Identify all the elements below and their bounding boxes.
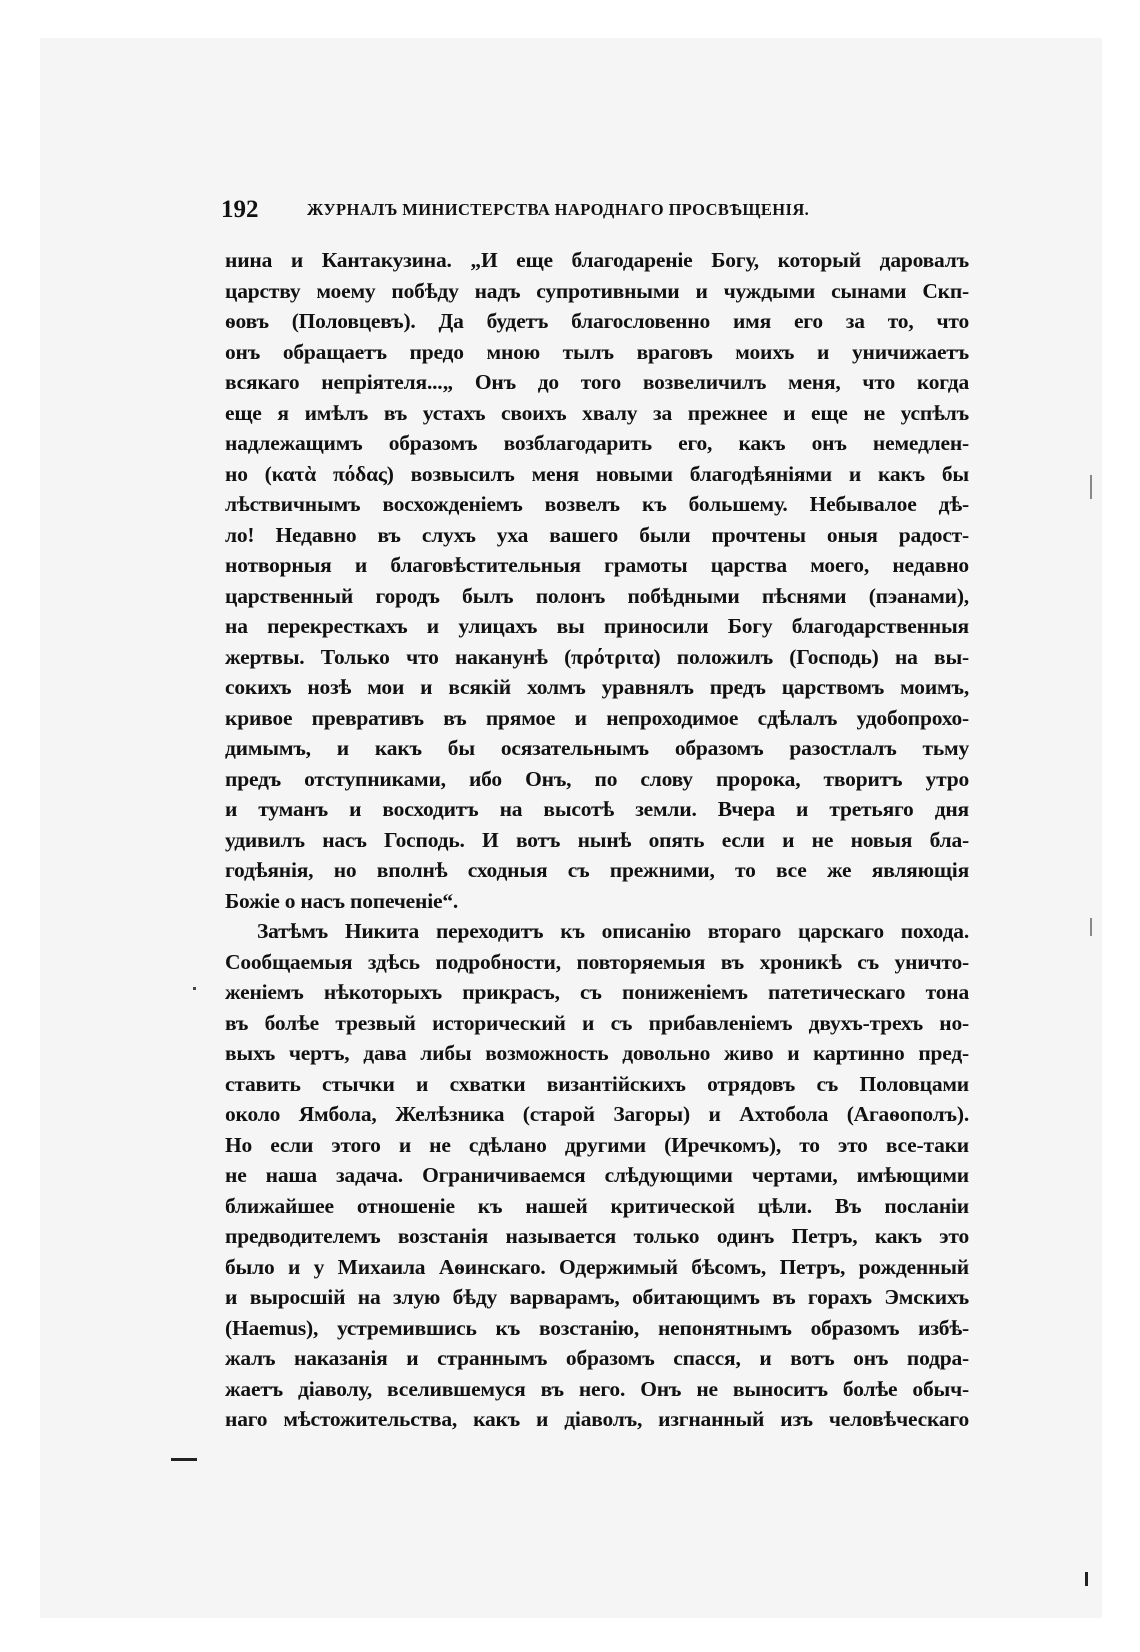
text-line: еще я имѣлъ въ устахъ своихъ хвалу за прежнее и еще не успѣлъ [225,400,969,425]
page-header [221,196,969,226]
scan-edge-mark [1085,1572,1088,1586]
body-text [225,245,969,1435]
text-line: наго мѣстожительства, какъ и діаволъ, изгнанный изъ человѣческаго [225,1407,969,1431]
text-line: ставить стычки и схватки византійскихъ отрядовъ съ Половцами [225,1071,969,1096]
text-line: на перекресткахъ и улицахъ вы приносили Богу благодарственныя [225,614,969,638]
text-line: жаетъ діаволу, вселившемуся въ него. Онъ не выноситъ болѣе обыч- [225,1376,969,1401]
text-line: царству моему побѣду надъ супротивными и чуждыми сынами Скп- [225,278,969,303]
text-line: кривое превративъ въ прямое и непроходимое сдѣлалъ удобопрохо- [225,705,969,730]
text-line: въ болѣе трезвый исторический и съ прибавленіемъ двухъ-трехъ но- [225,1010,969,1035]
text-line: ло! Недавно въ слухъ уха вашего были прочтены оныя радост- [225,522,969,547]
scan-dot [193,987,196,990]
text-line: надлежащимъ образомъ возблагодарить его, какъ онъ немедлен- [225,431,969,455]
text-line: было и у Михаила Аѳинскаго. Одержимый бѣсомъ, Петръ, рожденный [225,1254,969,1279]
text-line: жертвы. Только что наканунѣ (πρότριτα) положилъ (Господь) на вы- [225,644,969,669]
text-line: Сообщаемыя здѣсь подробности, повторяемыя въ хроникѣ съ уничто- [225,949,969,974]
text-line: царственный городъ былъ полонъ побѣдными пѣснями (пэанами), [225,583,969,608]
text-line: около Ямбола, Желѣзника (старой Загоры) и Ахтобола (Агаѳополъ). [225,1102,969,1126]
text-line: всякаго непріятеля...„ Онъ до того возвеличилъ меня, что когда [225,370,969,394]
text-line: Но если этого и не сдѣлано другими (Иречкомъ), то это все-таки [225,1132,969,1157]
text-line: сокихъ нозѣ мои и всякій холмъ уравнялъ предъ царствомъ моимъ, [225,675,969,699]
text-line: но (κατὰ πόδας) возвысилъ меня новыми благодѣяніями и какъ бы [225,461,969,486]
text-line: не наша задача. Ограничиваемся слѣдующими чертами, имѣющими [225,1163,969,1187]
page-number: 192 [221,196,259,223]
text-line: жалъ наказанія и страннымъ образомъ спасся, и вотъ онъ подра- [225,1346,969,1370]
text-line: годѣянія, но вполнѣ сходныя съ прежними, то все же являющія [225,858,969,882]
text-line: онъ обращаетъ предо мною тылъ враговъ моихъ и уничижаетъ [225,339,969,364]
text-line: лѣствичнымъ восхожденіемъ возвелъ къ большему. Небывалое дѣ- [225,492,969,516]
text-line: (Haemus), устремившись къ возстанію, непонятнымъ образомъ избѣ- [225,1315,969,1340]
text-line: ѳовъ (Половцевъ). Да будетъ благословенно имя его за то, что [225,309,969,333]
text-line: удивилъ насъ Господь. И вотъ нынѣ опять если и не новыя бла- [225,827,969,852]
text-line: нотворныя и благовѣстительныя грамоты царства моего, недавно [225,553,969,577]
text-line: и туманъ и восходитъ на высотѣ земли. Вчера и третьяго дня [225,797,969,821]
text-line: димымъ, и какъ бы осязательнымъ образомъ разостлалъ тьму [225,736,969,760]
text-line: ближайшее отношеніе къ нашей критической цѣли. Въ посланіи [225,1193,969,1218]
text-line: женіемъ нѣкоторыхъ прикрасъ, съ пониженіемъ патетическаго тона [225,980,969,1004]
text-line: предъ отступниками, ибо Онъ, по слову пророка, творитъ утро [225,766,969,791]
text-line: Божіе о насъ попеченіе“. [225,888,459,913]
text-line: выхъ чертъ, дава либы возможность довольно живо и картинно пред- [225,1041,969,1065]
text-line: предводителемъ возстанія называется только одинъ Петръ, какъ это [225,1224,969,1248]
scan-edge-tick [1090,918,1092,936]
running-title: ЖУРНАЛЪ МИНИСТЕРСТВА НАРОДНАГО ПРОСВѢЩЕНІЯ. [307,200,810,219]
scan-edge-tick [1090,475,1092,499]
text-line: и выросшій на злую бѣду варварамъ, обитающимъ въ горахъ Эмскихъ [225,1285,969,1309]
scan-dash-mark [171,1458,197,1461]
text-line: нина и Кантакузина. „И еще благодареніе Богу, который даровалъ [225,248,969,272]
text-line: Затѣмъ Никита переходитъ къ описанію втораго царскаго похода. [257,919,969,943]
